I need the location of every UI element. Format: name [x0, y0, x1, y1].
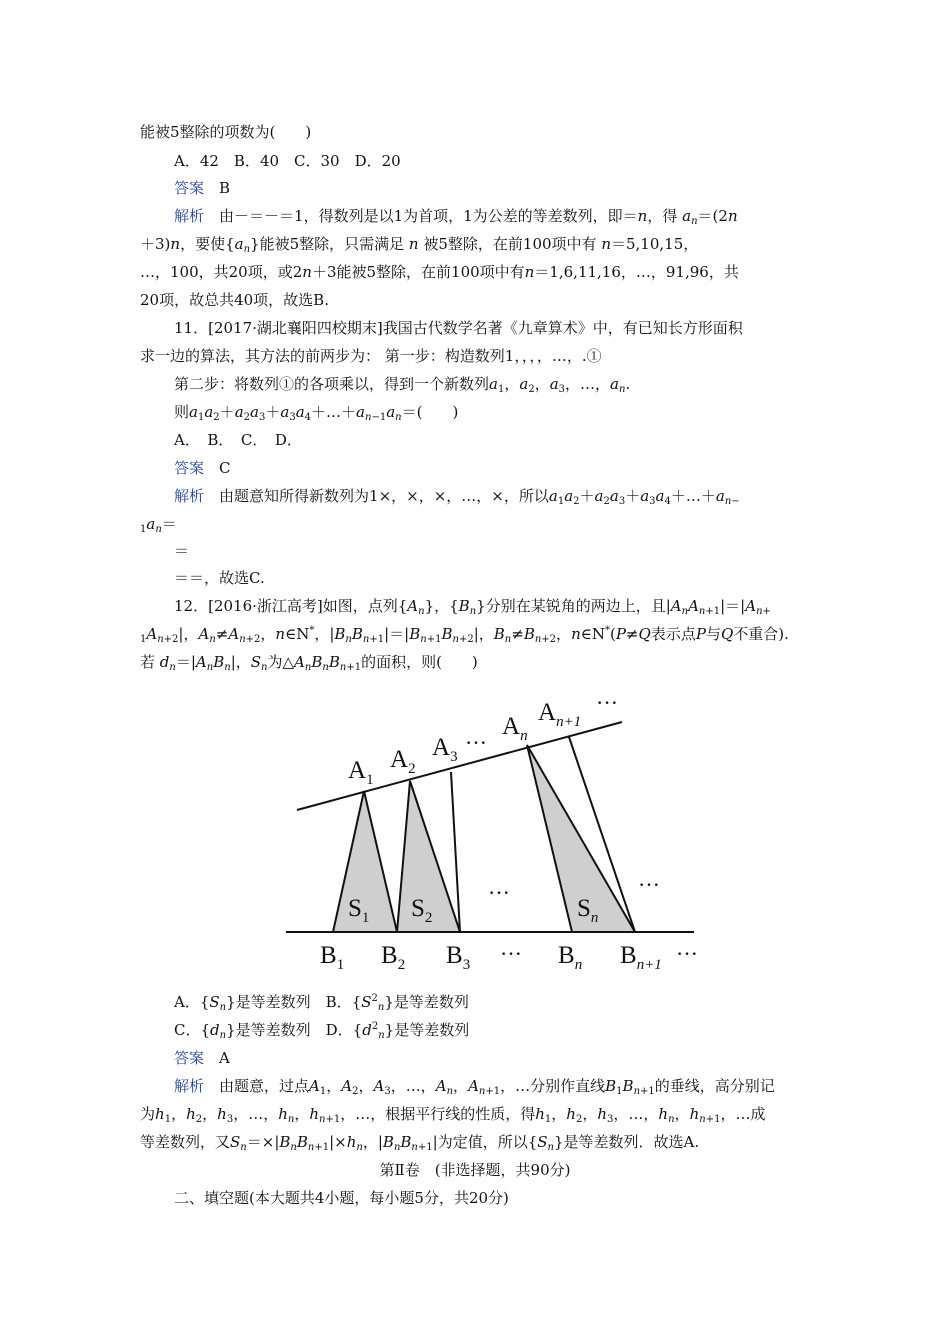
- section-heading: 二、填空题(本大题共4小题，每小题5分，共20分): [174, 1189, 509, 1207]
- ellipsis-middle: ···: [488, 880, 510, 905]
- q11-stem-line-3: 第二步：将数列①的各项乘以，得到一个新数列$a_1$，$a_2$，$a_3$，…，$a_n$.: [174, 375, 631, 395]
- label-an1: $A_{n+1}$: [538, 699, 582, 730]
- q12-analysis-line-2: 为$h_1$，$h_2$，$h_3$，…，$h_n$，$h_{n+1}$，…，根据平行线的性质，得$h_1$，$h_2$，$h_3$，…，$h_n$，$h_{n+1}$，…成: [140, 1105, 766, 1125]
- answer-label: 答案: [174, 1049, 205, 1067]
- ellipsis-top-1: ···: [465, 730, 487, 755]
- section-title: 第Ⅱ卷 (非选择题，共90分): [379, 1161, 571, 1179]
- label-sn: $S_n$: [577, 895, 599, 926]
- q12-stem-line-1: 12．[2016·浙江高考]如图，点列$\{A_n\}$，$\{B_n\}$分别在某锐角的两边上，且$|A_nA_{n+1}|=|A_{n+}$: [174, 597, 771, 617]
- ellipsis-bottom-1: ···: [500, 941, 522, 966]
- q10-stem-continuation: 能被5整除的项数为( ): [140, 123, 312, 141]
- q11-analysis-line-3: ＝: [174, 542, 190, 560]
- q10-analysis-line-4: 20项，故总共40项，故选B.: [140, 291, 329, 309]
- q12-stem-line-3: 若 $d_n=|A_nB_n|$，$S_n$为$\triangle A_nB_nB_{n+1}$的面积，则( ): [140, 653, 478, 673]
- q12-analysis-line-1: 解析 由题意，过点$A_1$，$A_2$，$A_3$，…，$A_n$，$A_{n+1}$，…分别作直线$B_1B_{n+1}$的垂线，高分别记: [174, 1077, 775, 1097]
- analysis-label: 解析: [174, 1077, 205, 1095]
- label-a3: $A_3$: [432, 734, 458, 765]
- q11-analysis-line-4: ＝＝，故选C.: [174, 569, 265, 587]
- q12-options-line-1: A．$\{S_n\}$是等差数列 B．$\{S^2_n\}$是等差数列: [174, 993, 469, 1013]
- answer-label: 答案: [174, 179, 205, 197]
- label-b3: $B_3$: [446, 942, 471, 973]
- q11-options: A． B． C． D．: [174, 431, 302, 449]
- q10-analysis-line-1: 解析 由－＝－＝1，得数列是以1为首项，1为公差的等差数列，即＝n，得 $a_n=(2n$: [174, 207, 738, 227]
- q11-answer: [174, 458, 231, 478]
- analysis-label: 解析: [174, 487, 205, 505]
- label-s1: $S_1$: [348, 895, 370, 926]
- answer-label: 答案: [174, 459, 205, 477]
- q12-analysis-line-3: 等差数列，又$S_n=\times|B_nB_{n+1}|\times h_n$，$|B_nB_{n+1}|$为定值，所以$\{S_n\}$是等差数列．故选A.: [140, 1133, 700, 1153]
- label-a2: $A_2$: [390, 746, 416, 777]
- label-an: $A_n$: [502, 713, 528, 744]
- q11-analysis-line-1: 解析 由题意知所得新数列为1×，×，×，…，×，所以$a_1a_2+a_2a_3+a_3a_4+\dots+a_{n-}$: [174, 487, 740, 507]
- ellipsis-right: ···: [638, 872, 660, 897]
- q11-stem-line-2: 求一边的算法，其方法的前两步为： 第一步：构造数列1，，，，…，.①: [140, 347, 602, 365]
- label-b1: $B_1$: [320, 942, 345, 973]
- acute-angle-figure: [262, 680, 722, 990]
- q11-stem-line-1: 11．[2017·湖北襄阳四校期末]我国古代数学名著《九章算术》中，有已知长方形面积: [174, 319, 743, 337]
- q12-options-line-2: C．$\{d_n\}$是等差数列 D．$\{d^2_n\}$是等差数列: [174, 1021, 470, 1041]
- answer-value: A: [219, 1049, 230, 1067]
- q11-analysis-line-2: $_1a_n=$: [140, 515, 177, 535]
- q10-options: A．42 B．40 C．30 D．20: [174, 152, 401, 170]
- q11-stem-line-4: 则$a_1a_2+a_2a_3+a_3a_4+\dots+a_{n-1}a_n=$( ): [174, 403, 459, 423]
- q12-stem-line-2: $_1A_{n+2}|$，$A_n\ne A_{n+2}$，n∈N*，$|B_nB_{n+1}|=|B_{n+1}B_{n+2}|$，$B_n\ne B_{n+2}$，n∈N*(P≠Q表示点P与Q不重合).: [140, 625, 789, 645]
- q12-answer: [174, 1048, 230, 1068]
- label-bn: $B_n$: [558, 942, 583, 973]
- q10-analysis-line-3: …，100，共20项，或2n＋3能被5整除，在前100项中有n＝1,6,11,16，…，91,96，共: [140, 263, 739, 281]
- label-b2: $B_2$: [381, 942, 406, 973]
- upper-ray: [297, 722, 622, 810]
- answer-value: B: [219, 179, 231, 197]
- label-bn1: $B_{n+1}$: [620, 942, 662, 973]
- ellipsis-bottom-2: ···: [676, 941, 698, 966]
- ellipsis-top-2: ···: [596, 690, 618, 715]
- q10-analysis-line-2: ＋3)n，要使$\{a_n\}$能被5整除，只需满足 n 被5整除，在前100项中有 n＝5,10,15，: [140, 235, 699, 255]
- label-s2: $S_2$: [411, 895, 433, 926]
- analysis-label: 解析: [174, 207, 205, 225]
- answer-value: C: [219, 459, 231, 477]
- q10-answer: [174, 178, 230, 198]
- label-a1: $A_1$: [348, 757, 374, 788]
